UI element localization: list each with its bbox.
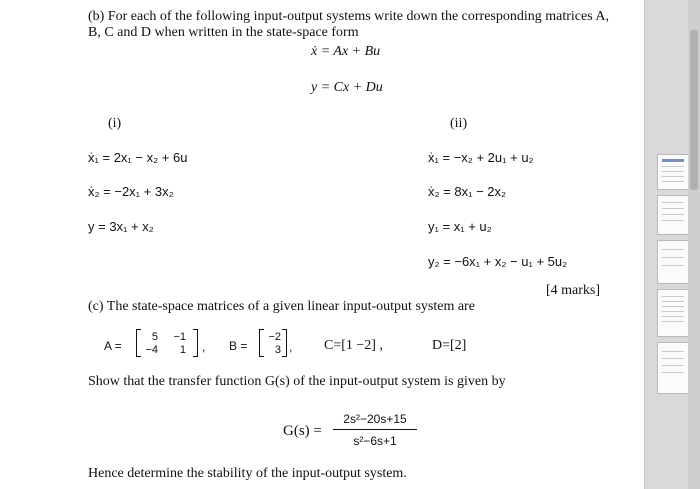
transfer-function-numerator: 2s²−20s+15 (343, 412, 407, 426)
matrix-a-label: A = (104, 339, 122, 353)
page-thumbnail[interactable] (657, 289, 689, 337)
matrix-a (136, 329, 198, 357)
system-i-eq1: ẋ₁ = 2x₁ − x₂ + 6u (88, 150, 188, 165)
output-equation: y = Cx + Du (311, 80, 383, 95)
page-thumbnail[interactable] (657, 240, 689, 284)
system-ii-eq1: ẋ₁ = −x₂ + 2u₁ + u₂ (428, 150, 534, 165)
matrix-a-cell: 1 (179, 344, 186, 356)
state-equation: ẋ = Ax + Bu (311, 44, 381, 59)
matrix-a-cell: 5 (151, 331, 158, 343)
part-c-intro: (c) The state-space matrices of a given linear input-output system are (88, 299, 475, 314)
show-instruction: Show that the transfer function G(s) of the input-output system is given by (88, 374, 506, 389)
system-i-eq2: ẋ₂ = −2x₁ + 3x₂ (88, 184, 174, 199)
left-bracket (136, 329, 141, 357)
matrix-b-separator: , (289, 340, 293, 354)
page-thumbnail[interactable] (657, 195, 689, 235)
page-thumbnail[interactable] (657, 342, 689, 394)
system-ii-label: (ii) (450, 116, 468, 131)
system-ii-eq3: y₁ = x₁ + u₂ (428, 219, 492, 234)
marks-label: [4 marks] (546, 283, 601, 298)
part-b-intro-line1: (b) For each of the following input-output systems write down the corresponding matrices A, (88, 9, 610, 24)
transfer-function-label: G(s) = (283, 423, 322, 439)
matrix-b-cell: −2 (268, 331, 281, 343)
right-bracket (282, 329, 287, 357)
transfer-function-denominator: s²−6s+1 (353, 434, 397, 448)
matrix-b-label: B = (229, 339, 248, 353)
matrix-a-cell: −1 (173, 331, 186, 343)
system-i-label: (i) (108, 116, 122, 131)
system-ii-eq4: y₂ = −6x₁ + x₂ − u₁ + 5u₂ (428, 254, 568, 269)
system-i-eq3: y = 3x₁ + x₂ (88, 219, 154, 234)
matrix-d: D=[2] (432, 338, 467, 353)
matrix-a-cell: −4 (145, 344, 158, 356)
system-ii-eq2: ẋ₂ = 8x₁ − 2x₂ (428, 184, 507, 199)
hence-instruction: Hence determine the stability of the input-output system. (88, 466, 407, 481)
page-thumbnail[interactable] (657, 154, 689, 190)
part-b-intro-line2: B, C and D when written in the state-space form (88, 25, 359, 40)
fraction-line (333, 429, 417, 430)
scrollbar-thumb[interactable] (690, 30, 698, 190)
matrix-c: C=[1 −2] , (324, 338, 383, 353)
matrix-a-separator: , (202, 340, 206, 354)
matrix-b-cell: 3 (274, 344, 281, 356)
right-bracket (193, 329, 198, 357)
matrix-b (259, 329, 287, 357)
